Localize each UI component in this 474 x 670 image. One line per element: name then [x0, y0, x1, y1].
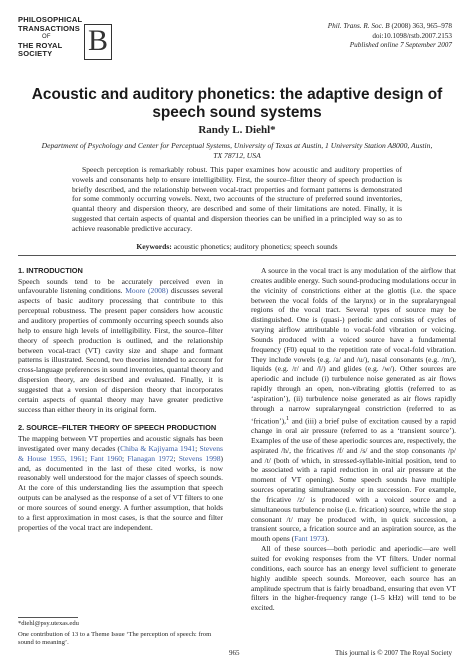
- citation-link[interactable]: Flanagan 1972: [127, 453, 174, 463]
- logo-line: SOCIETY: [18, 49, 53, 59]
- divider: [18, 255, 456, 256]
- abstract: Speech perception is remarkably robust. This paper examines how acoustic and auditory properties of vowels and consonants help to ensure intelligibility. First, the source–filter theory of speech production is briefly described, and the relationship between vocal-tract properties and formant patterns is demonstrated for some commonly occurring vowels. Next, two accounts of the structure of preferred sound inventories, quantal theory and dispersion theory, are described and some of their limitations are noted. Finally, it is suggested that certain aspects of quantal and dispersion theories can be unified in a principled way so as to achieve reasonable predictive accuracy.: [72, 165, 402, 233]
- citation-link[interactable]: Fant 1973: [294, 534, 325, 544]
- citation-link[interactable]: Stevens 1998: [178, 453, 221, 463]
- logo-line: TRANSACTIONS: [18, 23, 80, 33]
- author-name: Randy L. Diehl*: [198, 124, 276, 136]
- logo-line: THE ROYAL: [18, 40, 63, 50]
- corresponding-email[interactable]: *diehl@psy.utexas.edu: [18, 620, 79, 627]
- section-heading: 1. INTRODUCTION: [18, 266, 83, 275]
- paper-title: Acoustic and auditory phonetics: the adaptive design of speech sound systems: [31, 86, 443, 121]
- journal-logo: [18, 16, 110, 64]
- logo-letter: B: [84, 24, 112, 60]
- paragraph: A source in the vocal tract is any modulation of the airflow that creates audible energy. Such sound-producing modulations occur in the vicinity of constrictions either at the glottis (i.e. the space between the vocal folds of the larynx) or in the supralaryngeal regions of the vocal tract. Several types of source may be distinguished. One is (quasi-) periodic and consists of cycles of varying airflow attributable to vocal-fold vibration or voicing. Sounds produced with a voiced source have a fundamental frequency (F0) equal to the repetition rate of vocal-fold vibration. They include vowels (e.g. /a/ and /u/), nasal consonants (e.g. /m/), liquids (e.g. /r/ and /l/) and glides (e.g. /w/). Other sources are aperiodic and include (i) turbulence noise generated as air flows rapidly through an open, non-vibrating glottis (referred to as ‘aspiration’), (ii) turbulence noise generated as air flows rapidly through a narrow supralaryngeal constriction (referred to as ‘frication’),$^1$ and (iii) a brief pulse of excitation caused by a rapid change in oral air pressure (referred to as a ‘transient source’). Examples of the use of these aperiodic sources are, respectively, the aspirated /h/, the fricatives /f/ and /s/ and the stop consonants /p/ and /t/ (both of which, in stressed-syllable-initial position, tend to be associated with a rapid reduction in oral air pressure at the moment of VT opening). Some speech sounds have multiple sources operating simultaneously or in succession. For example, the fricative /z/ is produced with a voiced source and a simultaneous turbulence noise (i.e. frication) source, while the stop consonant /t/ may be produced with, in quick succession, a transient source, a frication source and an aspiration source, as the mouth opens (Fant 1973).: [251, 266, 456, 544]
- citation-link[interactable]: Moore (2008): [125, 286, 169, 296]
- published-date: Published online 7 September 2007: [349, 41, 452, 50]
- logo-line: PHILOSOPHICAL: [18, 15, 83, 24]
- citation-link[interactable]: Chiba & Kajiyama 1941: [120, 443, 196, 453]
- footnote-divider: [18, 617, 78, 618]
- journal-citation: Phil. Trans. R. Soc. B (2008) 363, 965–978: [327, 22, 452, 30]
- paragraph: All of these sources—both periodic and aperiodic—are well suited for evoking responses from the VT filters. Under normal conditions, each source has an energy level sufficient to generate highly audible speech sounds. Moreover, each source has an amplitude spectrum that is fairly broadband, ensuring that even VT filters in the higher-frequency range (1–5 kHz) will tend to be excited.: [251, 544, 456, 613]
- doi: doi:10.1098/rstb.2007.2153: [372, 31, 452, 40]
- left-column: [18, 266, 223, 532]
- affiliation: Department of Psychology and Center for Perceptual Systems, University of Texas at Austin, 1 University Station A8000, Austin, TX 78712, USA: [41, 141, 433, 160]
- paragraph: The mapping between VT properties and acoustic signals has been investigated over many decades (Chiba & Kajiyama 1941; Stevens & House 1955, 1961; Fant 1960; Flanagan 1972; Stevens 1998) and, as documented in the last of these cited works, is now reasonably well understood for the major classes of speech sounds. At the core of this understanding lies the assumption that speech outputs can be analysed as the response of a set of VT filters to one or more sources of sound energy. A further assumption, that holds to a first approximation in most cases, is that the source and filter properties of the vocal tract are independent.: [18, 434, 224, 532]
- section-heading: 2. SOURCE–FILTER THEORY OF SPEECH PRODUCTION: [18, 423, 217, 433]
- citation-link[interactable]: Fant 1960: [90, 453, 123, 463]
- journal-info: [328, 22, 452, 51]
- page-number: 965: [229, 649, 240, 657]
- copyright: This journal is © 2007 The Royal Society: [335, 649, 452, 657]
- right-column: [251, 266, 456, 613]
- citation-link[interactable]: Stevens & House 1955, 1961: [18, 443, 223, 463]
- logo-line: OF: [42, 34, 51, 41]
- contribution-note: One contribution of 13 to a Theme Issue ‘The perception of speech: from sound to meaning’.: [18, 631, 212, 647]
- keywords: Keywords: acoustic phonetics; auditory phonetics; speech sounds: [136, 242, 338, 251]
- footnote-marker[interactable]: 1: [286, 414, 290, 422]
- paragraph: Speech sounds tend to be accurately perceived even in unfavourable listening conditions. Moore (2008) discusses several aspects of basic auditory processing that contribute to this perceptual robustness. The present paper considers how acoustic and auditory properties of commonly occurring speech sounds also help to ensure high levels of intelligibility. First, the source–filter theory of speech production is outlined, and the relationship between vocal-tract (VT) cavity size and shape and formant patterns is illustrated. Second, two theories intended to account for cross-language preferences in sound inventories, quantal theory and dispersion theory, are described and evaluated. Finally, it is suggested that a version of dispersion theory that incorporates certain aspects of quantal theory may have greater predictive success than either theory in its original form.: [18, 276, 223, 414]
